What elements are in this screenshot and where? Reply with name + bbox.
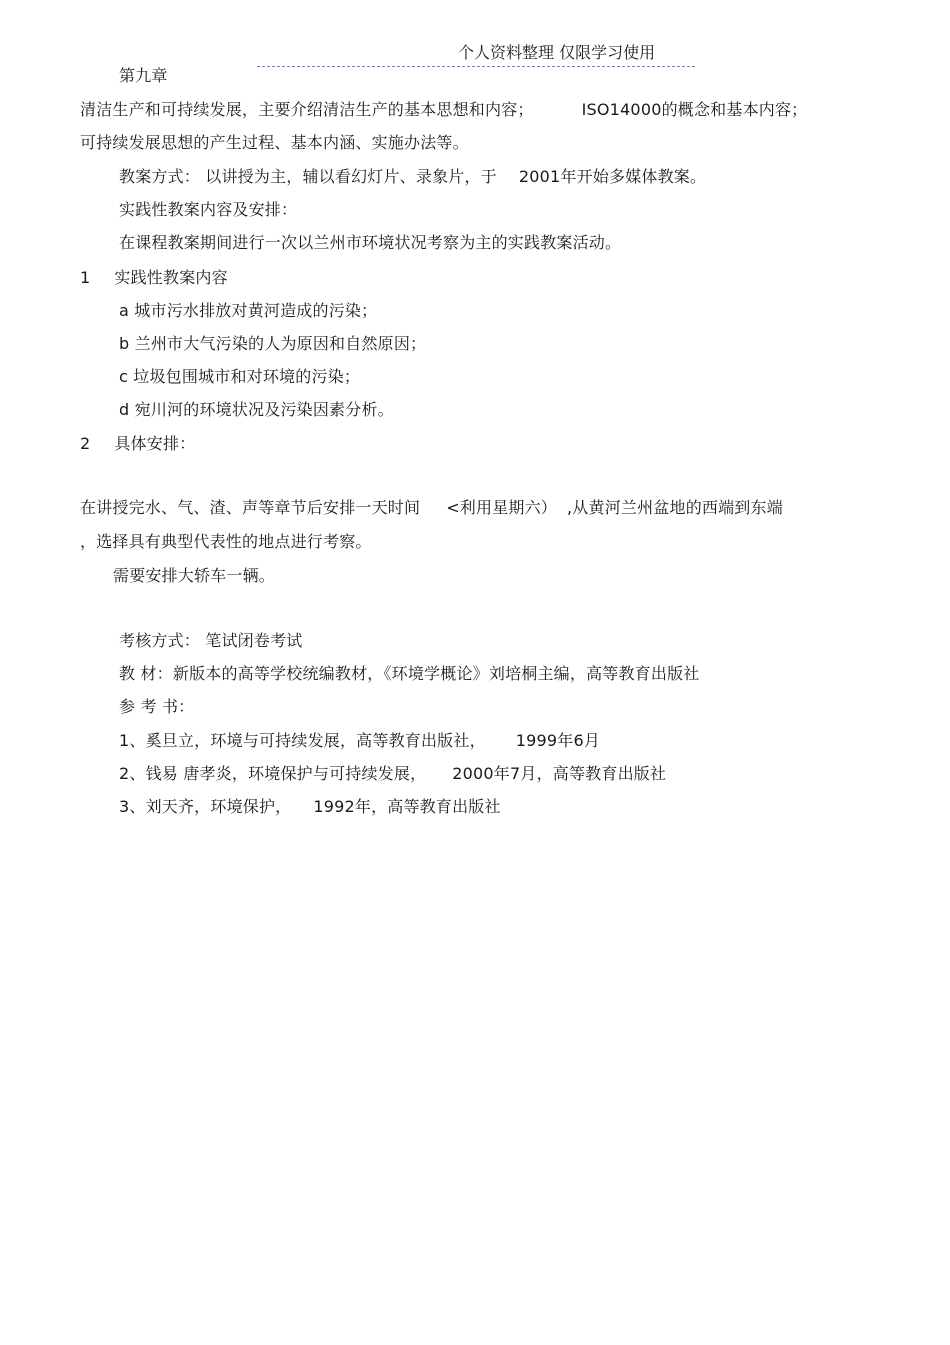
intro-line-1-part-a: 清洁生产和可持续发展，主要介绍清洁生产的基本思想和内容；	[80, 100, 534, 119]
watermark-header	[257, 42, 695, 67]
intro-line-2: 可持续发展思想的产生过程、基本内涵、实施办法等。	[80, 133, 469, 152]
reference-item	[119, 797, 501, 817]
reference-item	[119, 731, 600, 751]
practice-item: b 兰州市大气污染的人为原因和自然原因；	[119, 334, 427, 353]
section-1-number: 1	[80, 268, 91, 287]
arrangement-line-1	[80, 498, 783, 518]
practice-item: a 城市污水排放对黄河造成的污染；	[119, 301, 378, 320]
practice-heading: 实践性教案内容及安排：	[119, 200, 298, 219]
reference-text: 2、钱易 唐孝炎，环境保护与可持续发展，	[119, 764, 427, 783]
arrangement-part-b: <利用星期六）	[446, 498, 558, 517]
section-1-title: 实践性教案内容	[114, 268, 228, 287]
reference-text: 1、奚旦立，环境与可持续发展，高等教育出版社，	[119, 731, 486, 750]
references-heading: 参 考 书：	[119, 697, 195, 716]
practice-item: c 垃圾包围城市和对环境的污染；	[119, 367, 361, 386]
reference-date: 1992年，高等教育出版社	[313, 797, 501, 816]
reference-date: 2000年7月，高等教育出版社	[452, 764, 667, 783]
textbook-line: 教 材：新版本的高等学校统编教材，《环境学概论》刘培桐主编，高等教育出版社	[119, 664, 700, 683]
arrangement-part-a: 在讲授完水、气、渣、声等章节后安排一天时间	[80, 498, 421, 517]
assessment-method: 考核方式： 笔试闭卷考试	[119, 631, 303, 650]
teaching-method-part-a: 教案方式： 以讲授为主，辅以看幻灯片、录象片，于	[119, 167, 497, 186]
practice-summary: 在课程教案期间进行一次以兰州市环境状况考察为主的实践教案活动。	[119, 233, 622, 252]
vehicle-note: 需要安排大轿车一辆。	[113, 566, 276, 585]
teaching-method-part-b: 2001年开始多媒体教案。	[518, 167, 707, 186]
arrangement-part-c: ,从黄河兰州盆地的西端到东端	[567, 498, 783, 517]
practice-section-1	[80, 268, 228, 288]
arrangement-line-2: ，选择具有典型代表性的地点进行考察。	[80, 532, 372, 551]
practice-section-2	[80, 434, 195, 454]
intro-line-1	[80, 100, 807, 120]
reference-date: 1999年6月	[515, 731, 601, 750]
section-2-title: 具体安排：	[114, 434, 196, 453]
reference-item	[119, 764, 666, 784]
reference-text: 3、刘天齐，环境保护，	[119, 797, 292, 816]
intro-line-1-part-b: ISO14000的概念和基本内容；	[581, 100, 808, 119]
watermark-text: 个人资料整理 仅限学习使用	[458, 43, 656, 62]
chapter-title: 第九章	[119, 66, 168, 85]
section-2-number: 2	[80, 434, 91, 453]
teaching-method	[119, 167, 706, 187]
practice-item: d 宛川河的环境状况及污染因素分析。	[119, 400, 394, 419]
